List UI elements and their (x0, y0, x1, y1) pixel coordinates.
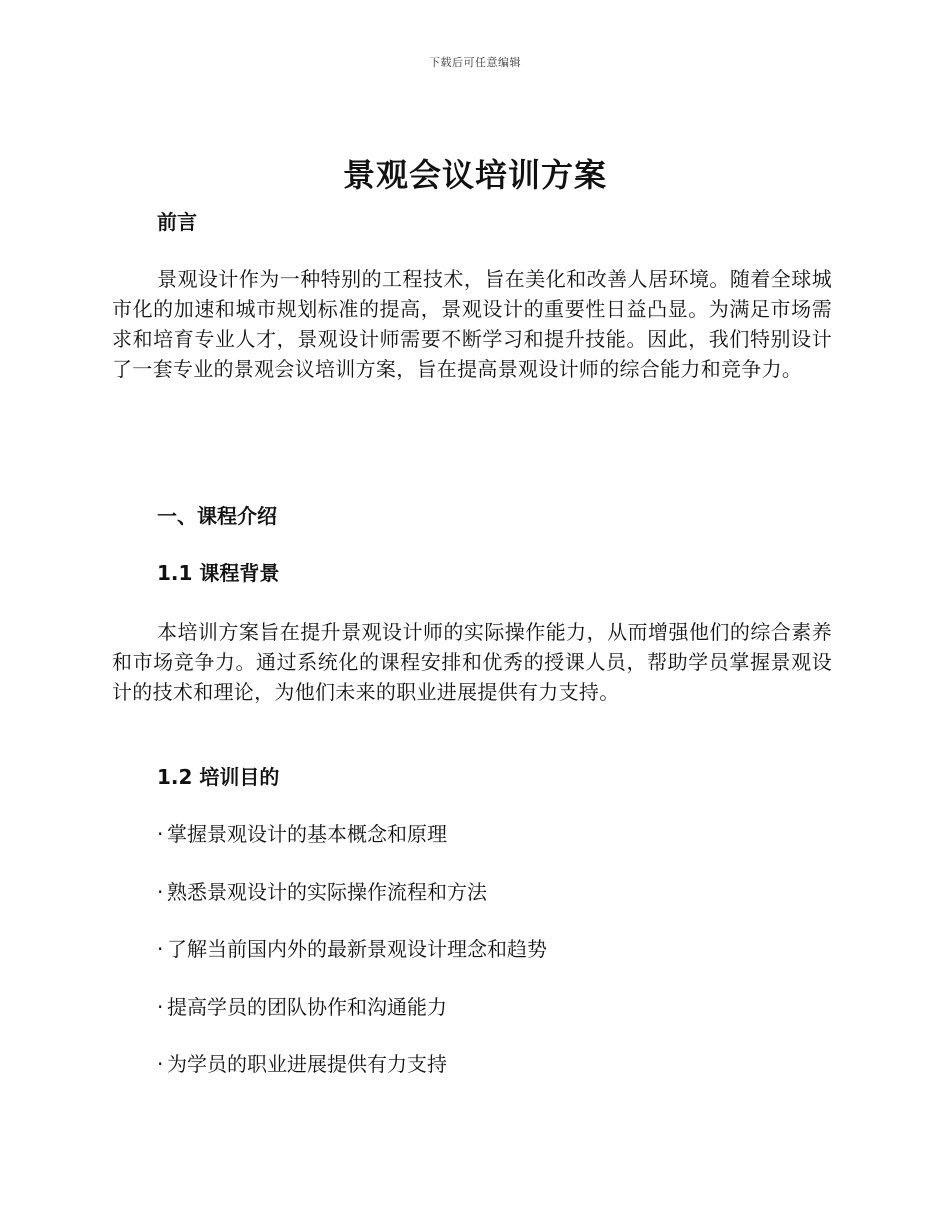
course-background-paragraph: 本培训方案旨在提升景观设计师的实际操作能力，从而增强他们的综合素养和市场竞争力。通过系统化的课程安排和优秀的授课人员，帮助学员掌握景观设计的技术和理论，为他们未来的职业进展提供有力支持。 (112, 620, 832, 704)
bullet-mark: · (157, 937, 164, 961)
list-item (157, 878, 547, 936)
list-item (157, 935, 547, 993)
bullet-mark: · (157, 822, 164, 846)
course-intro-heading: 一、课程介绍 (157, 504, 277, 528)
preface-paragraph: 景观设计作为一种特别的工程技术，旨在美化和改善人居环境。随着全球城市化的加速和城市规划标准的提高，景观设计的重要性日益凸显。为满足市场需求和培育专业人才，景观设计师需要不断学习和提升技能。因此，我们特别设计了一套专业的景观会议培训方案，旨在提高景观设计师的综合能力和竞争力。 (112, 267, 832, 381)
list-item-text: 熟悉景观设计的实际操作流程和方法 (167, 879, 487, 904)
header-note: 下载后可任意编辑 (429, 56, 521, 69)
list-item-text: 为学员的职业进展提供有力支持 (167, 1052, 447, 1076)
list-item (157, 820, 547, 878)
bullet-mark: · (157, 1052, 164, 1076)
bullet-mark: · (157, 879, 164, 904)
bullet-mark: · (157, 994, 164, 1019)
list-item-text: 了解当前国内外的最新景观设计理念和趋势 (167, 937, 547, 961)
list-item (157, 993, 547, 1051)
training-goals-list (157, 820, 547, 1108)
preface-heading: 前言 (157, 210, 197, 234)
document-title: 景观会议培训方案 (342, 156, 607, 194)
training-goals-heading: 1.2 培训目的 (157, 765, 280, 789)
list-item-text: 掌握景观设计的基本概念和原理 (167, 822, 447, 846)
list-item-text: 提高学员的团队协作和沟通能力 (167, 994, 447, 1019)
list-item (157, 1050, 547, 1108)
course-background-heading: 1.1 课程背景 (157, 561, 280, 585)
